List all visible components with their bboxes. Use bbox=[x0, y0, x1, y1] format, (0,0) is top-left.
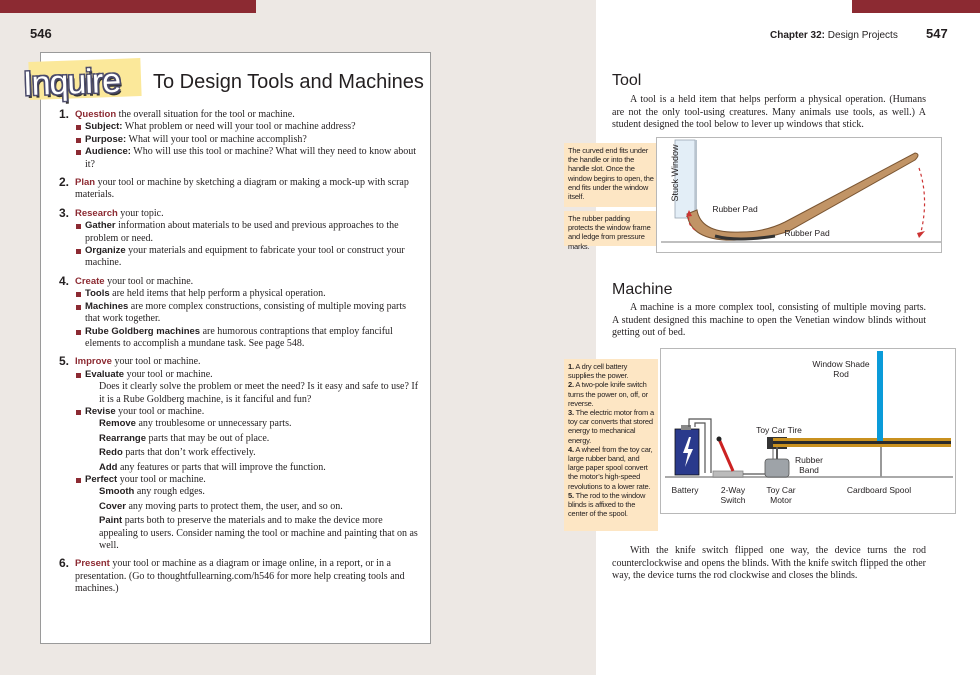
callout-text: The rod to the window blinds is affixed to the center of the spool. bbox=[568, 490, 646, 519]
tool-callout-rubber-padding: The rubber padding protects the window frame and ledge from pressure marks. bbox=[564, 211, 658, 246]
bullet-bold: Perfect bbox=[85, 473, 118, 485]
rubber-band-label: Rubber Band bbox=[795, 455, 823, 475]
step-text: your tool or machine. bbox=[111, 356, 201, 368]
bullet-bold: Purpose: bbox=[85, 133, 127, 145]
sub-bold: Remove bbox=[99, 418, 136, 430]
bullet-text: your tool or machine. bbox=[124, 368, 213, 380]
callout-text: A two-pole knife switch turns the power on, off, or reverse. bbox=[568, 380, 648, 408]
step-present bbox=[55, 558, 421, 595]
bullet-text: are more complex constructions, consisting of multiple moving parts that work together. bbox=[85, 300, 407, 325]
switch-base bbox=[713, 471, 743, 477]
sub-bold: Redo bbox=[99, 447, 123, 459]
step-keyword: Question bbox=[75, 109, 117, 120]
chapter-name: Design Projects bbox=[825, 30, 898, 41]
stuck-window-label: Stuck Window bbox=[670, 144, 680, 202]
left-page-number: 546 bbox=[30, 26, 52, 41]
bullet-bold: Organize bbox=[85, 245, 126, 257]
machine-callout bbox=[564, 359, 658, 531]
rubber-band-shape bbox=[773, 441, 951, 444]
sub-text: parts that may be out of place. bbox=[146, 432, 270, 444]
step-number: 1. bbox=[59, 107, 70, 121]
inquire-box bbox=[22, 52, 431, 644]
chapter-heading bbox=[770, 30, 898, 41]
bullet-evaluate bbox=[75, 369, 421, 381]
sub-item bbox=[75, 418, 421, 430]
callout-num: 5. bbox=[568, 490, 574, 500]
bullet-text: What will your tool or machine accomplish? bbox=[126, 133, 307, 145]
bullet-text: are held items that help perform a physical operation. bbox=[109, 288, 326, 300]
bullet-item bbox=[75, 301, 421, 326]
bullet-text: What problem or need will your tool or machine address? bbox=[122, 121, 356, 133]
sub-item bbox=[75, 501, 421, 513]
bullet-text: are humorous contraptions that employ fanciful elements to accomplish a mundane task. See page 548. bbox=[85, 325, 393, 349]
callout-item bbox=[568, 445, 654, 491]
bullet-item bbox=[75, 245, 421, 270]
bullet-text: your materials and equipment to fabricate your tool or construct your machine. bbox=[85, 245, 405, 269]
bullet-bold: Machines bbox=[85, 300, 129, 312]
step-improve bbox=[55, 356, 421, 552]
callout-text: The electric motor from a toy car converts that stored energy to mechanical energy. bbox=[568, 408, 654, 445]
sub-bold: Add bbox=[99, 461, 118, 473]
right-header-bar bbox=[852, 0, 980, 13]
tool-heading: Tool bbox=[612, 72, 642, 89]
motor-shape bbox=[765, 459, 789, 477]
step-text: your topic. bbox=[117, 207, 164, 219]
bullet-text: Who will use this tool or machine? What will they need to know about it? bbox=[85, 146, 417, 170]
step-text: your tool or machine by sketching a diagram or making a mock-up with scrap materials. bbox=[75, 177, 409, 201]
tool-paragraph: A tool is a held item that helps perform a physical operation. (Humans are not the only tool-using creatures. Many animals use tools, as well.) A student designed the tool below to lever up windows that stick. bbox=[612, 94, 926, 131]
tool-diagram bbox=[656, 137, 942, 253]
bullet-item bbox=[75, 326, 421, 351]
sub-item bbox=[75, 486, 421, 498]
step-number: 4. bbox=[59, 273, 70, 288]
bullet-item bbox=[75, 220, 421, 245]
machine-diagram bbox=[660, 348, 956, 514]
bullet-perfect bbox=[75, 474, 421, 486]
bullet-item bbox=[75, 288, 421, 300]
bullet-bold: Gather bbox=[85, 220, 116, 232]
step-keyword: Create bbox=[75, 275, 105, 287]
bullet-revise bbox=[75, 406, 421, 418]
steps-list bbox=[55, 109, 421, 602]
step-text: your tool or machine as a diagram or image online, in a report, or in a presentation. (Go to thoughtfullearning.com/h546 for more help creating tools and machines.) bbox=[75, 558, 405, 595]
sub-text: parts that don’t work effectively. bbox=[122, 447, 256, 459]
rubber-pad-label-1: Rubber Pad bbox=[712, 204, 758, 214]
bullet-bold: Subject: bbox=[85, 121, 123, 133]
step-keyword: Research bbox=[75, 207, 118, 219]
callout-num: 1. bbox=[568, 362, 574, 371]
chapter-label: Chapter 32: bbox=[770, 30, 826, 41]
bullet-bold: Evaluate bbox=[85, 368, 125, 380]
step-number: 5. bbox=[59, 354, 70, 369]
sub-bold: Paint bbox=[99, 515, 123, 527]
callout-text: A wheel from the toy car, large rubber band, and large paper spool convert the motor’s high-speed revolutions to a lower rate. bbox=[568, 444, 653, 491]
bullet-item bbox=[75, 134, 421, 146]
inquire-badge bbox=[22, 58, 141, 104]
callout-num: 2. bbox=[568, 380, 574, 390]
bullet-item bbox=[75, 121, 421, 133]
sub-item bbox=[75, 447, 421, 459]
step-research bbox=[55, 205, 421, 270]
step-number: 3. bbox=[59, 205, 70, 220]
battery-label: Battery bbox=[671, 485, 699, 495]
rubber-pad-label-2: Rubber Pad bbox=[784, 228, 830, 238]
bullet-text: your tool or machine. bbox=[117, 473, 206, 485]
machine-closing-paragraph: With the knife switch flipped one way, the device turns the rod counterclockwise and opens the blinds. With the knife switch flipped the other way, the device turns the rod clockwise and closes the blinds. bbox=[612, 545, 926, 582]
sub-bold: Rearrange bbox=[99, 432, 146, 444]
sub-item bbox=[75, 433, 421, 445]
bullet-bold: Revise bbox=[85, 405, 116, 417]
sub-bold: Smooth bbox=[99, 486, 135, 498]
callout-item bbox=[568, 380, 654, 408]
step-plan bbox=[55, 177, 421, 202]
step-keyword: Improve bbox=[75, 356, 112, 368]
evaluate-detail: Does it clearly solve the problem or meet the need? Is it easy and safe to use? If it is a Rube Goldberg machine, is it fanciful and fun? bbox=[99, 381, 419, 405]
callout-num: 3. bbox=[568, 408, 574, 418]
step-text: your tool or machine. bbox=[104, 275, 194, 287]
window-shade-rod-label: Window Shade Rod bbox=[812, 359, 870, 379]
box-title: To Design Tools and Machines bbox=[153, 71, 424, 93]
sub-item bbox=[75, 515, 421, 552]
callout-num: 4. bbox=[568, 444, 574, 454]
step-question bbox=[55, 109, 421, 171]
sub-text: any rough edges. bbox=[134, 486, 205, 498]
motion-arrow bbox=[919, 168, 925, 232]
sub-item bbox=[75, 462, 421, 474]
switch-lever bbox=[719, 439, 733, 471]
machine-paragraph: A machine is a more complex tool, consisting of multiple moving parts. A student designed this machine to open the Venetian window blinds without getting out of bed. bbox=[612, 302, 926, 339]
step-keyword: Present bbox=[75, 558, 110, 570]
step-text: the overall situation for the tool or machine. bbox=[116, 109, 295, 120]
window-shade-rod-shape bbox=[877, 351, 883, 441]
callout-item bbox=[568, 362, 654, 380]
switch-label: 2-Way Switch bbox=[720, 485, 746, 505]
toy-car-tire-label: Toy Car Tire bbox=[756, 425, 802, 435]
spool-label: Cardboard Spool bbox=[846, 485, 912, 495]
bullet-bold: Tools bbox=[85, 288, 110, 300]
bullet-text: your tool or machine. bbox=[115, 405, 205, 417]
step-number: 2. bbox=[59, 175, 70, 190]
bullet-bold: Rube Goldberg machines bbox=[85, 325, 201, 337]
machine-heading: Machine bbox=[612, 281, 673, 298]
step-number: 6. bbox=[59, 556, 70, 571]
inquire-badge-text: Inquire bbox=[22, 61, 121, 104]
bullet-item bbox=[75, 146, 421, 171]
sub-text: any features or parts that will improve the function. bbox=[117, 461, 326, 473]
tool-callout-curved-end: The curved end fits under the handle or into the handle slot. Once the window begins to open, the end fits under the window itself. bbox=[564, 143, 658, 207]
motor-label: Toy Car Motor bbox=[766, 485, 796, 505]
callout-item bbox=[568, 491, 654, 519]
left-header-bar bbox=[0, 0, 256, 13]
sub-bold: Cover bbox=[99, 500, 126, 512]
sub-text: parts both to preserve the materials and to make the device more appealing to users. Consider naming the tool or machine and painting that on as well. bbox=[99, 515, 418, 551]
bullet-bold: Audience: bbox=[85, 146, 131, 158]
step-create bbox=[55, 273, 421, 350]
right-page-number: 547 bbox=[926, 26, 948, 41]
step-keyword: Plan bbox=[75, 177, 96, 189]
callout-item bbox=[568, 408, 654, 445]
sub-text: any moving parts to protect them, the user, and so on. bbox=[125, 500, 343, 512]
bullet-text: information about materials to be used and previous approaches to the problem or need. bbox=[85, 220, 399, 244]
callout-text: A dry cell battery supplies the power. bbox=[568, 362, 629, 381]
sub-text: any troublesome or unnecessary parts. bbox=[135, 418, 292, 430]
